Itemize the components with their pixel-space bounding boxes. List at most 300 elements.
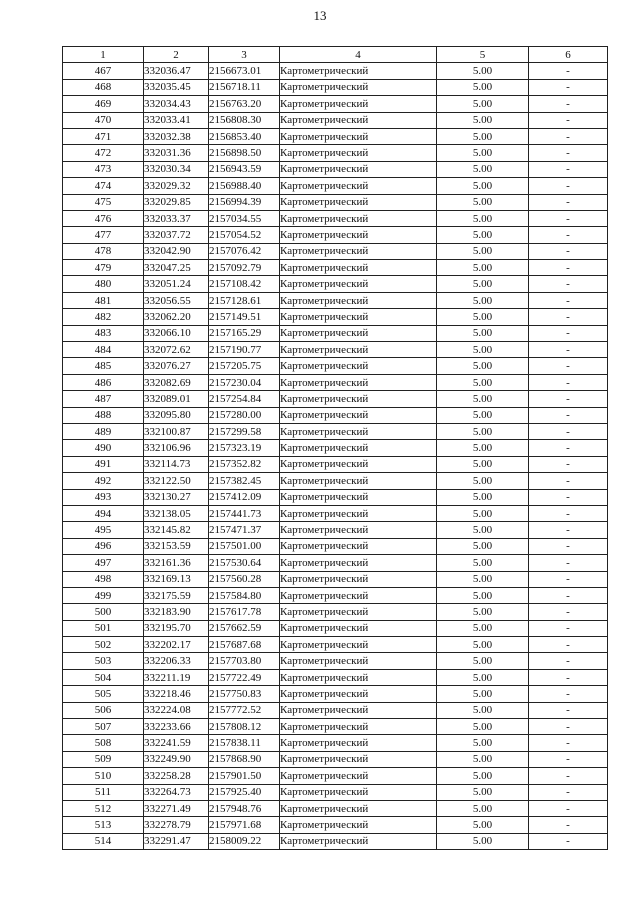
accuracy-cell: 5.00 [437,637,529,653]
method-cell: Картометрический [280,833,437,849]
y-coordinate-cell: 2156988.40 [209,178,280,194]
note-cell: - [529,555,608,571]
y-coordinate-cell: 2157254.84 [209,391,280,407]
accuracy-cell: 5.00 [437,604,529,620]
y-coordinate-cell: 2157108.42 [209,276,280,292]
x-coordinate-cell: 332100.87 [144,423,209,439]
note-cell: - [529,161,608,177]
accuracy-cell: 5.00 [437,145,529,161]
accuracy-cell: 5.00 [437,522,529,538]
y-coordinate-cell: 2157165.29 [209,325,280,341]
table-row [63,358,608,374]
accuracy-cell: 5.00 [437,505,529,521]
y-coordinate-cell: 2157560.28 [209,571,280,587]
y-coordinate-cell: 2157205.75 [209,358,280,374]
accuracy-cell: 5.00 [437,260,529,276]
note-cell: - [529,653,608,669]
point-number-cell: 505 [63,686,144,702]
point-number-cell: 476 [63,210,144,226]
method-cell: Картометрический [280,374,437,390]
note-cell: - [529,128,608,144]
point-number-cell: 490 [63,440,144,456]
y-coordinate-cell: 2157441.73 [209,505,280,521]
x-coordinate-cell: 332051.24 [144,276,209,292]
x-coordinate-cell: 332206.33 [144,653,209,669]
x-coordinate-cell: 332029.32 [144,178,209,194]
method-cell: Картометрический [280,440,437,456]
x-coordinate-cell: 332076.27 [144,358,209,374]
table-row [63,63,608,79]
point-number-cell: 478 [63,243,144,259]
accuracy-cell: 5.00 [437,768,529,784]
point-number-cell: 473 [63,161,144,177]
table-row [63,243,608,259]
y-coordinate-cell: 2157471.37 [209,522,280,538]
note-cell: - [529,292,608,308]
x-coordinate-cell: 332106.96 [144,440,209,456]
x-coordinate-cell: 332224.08 [144,702,209,718]
y-coordinate-cell: 2157722.49 [209,669,280,685]
accuracy-cell: 5.00 [437,342,529,358]
point-number-cell: 488 [63,407,144,423]
accuracy-cell: 5.00 [437,391,529,407]
accuracy-cell: 5.00 [437,784,529,800]
accuracy-cell: 5.00 [437,440,529,456]
method-cell: Картометрический [280,227,437,243]
accuracy-cell: 5.00 [437,112,529,128]
point-number-cell: 470 [63,112,144,128]
accuracy-cell: 5.00 [437,358,529,374]
point-number-cell: 514 [63,833,144,849]
method-cell: Картометрический [280,702,437,718]
point-number-cell: 467 [63,63,144,79]
table-row [63,309,608,325]
y-coordinate-cell: 2157703.80 [209,653,280,669]
table-row [63,686,608,702]
method-cell: Картометрический [280,751,437,767]
accuracy-cell: 5.00 [437,63,529,79]
y-coordinate-cell: 2157925.40 [209,784,280,800]
note-cell: - [529,620,608,636]
method-cell: Картометрический [280,555,437,571]
x-coordinate-cell: 332211.19 [144,669,209,685]
point-number-cell: 487 [63,391,144,407]
table-row [63,407,608,423]
note-cell: - [529,637,608,653]
method-cell: Картометрический [280,63,437,79]
table-row [63,833,608,849]
table-row [63,161,608,177]
table-row [63,325,608,341]
accuracy-cell: 5.00 [437,276,529,292]
accuracy-cell: 5.00 [437,686,529,702]
note-cell: - [529,768,608,784]
accuracy-cell: 5.00 [437,96,529,112]
accuracy-cell: 5.00 [437,374,529,390]
note-cell: - [529,358,608,374]
table-row [63,178,608,194]
table-row [63,489,608,505]
y-coordinate-cell: 2156898.50 [209,145,280,161]
x-coordinate-cell: 332271.49 [144,800,209,816]
point-number-cell: 506 [63,702,144,718]
x-coordinate-cell: 332122.50 [144,473,209,489]
y-coordinate-cell: 2157948.76 [209,800,280,816]
x-coordinate-cell: 332056.55 [144,292,209,308]
x-coordinate-cell: 332183.90 [144,604,209,620]
x-coordinate-cell: 332030.34 [144,161,209,177]
method-cell: Картометрический [280,112,437,128]
note-cell: - [529,342,608,358]
table-row [63,112,608,128]
method-cell: Картометрический [280,784,437,800]
x-coordinate-cell: 332202.17 [144,637,209,653]
method-cell: Картометрический [280,505,437,521]
point-number-cell: 474 [63,178,144,194]
table-row [63,735,608,751]
coordinates-table [62,46,608,850]
page-number: 13 [313,8,327,23]
accuracy-cell: 5.00 [437,669,529,685]
accuracy-cell: 5.00 [437,423,529,439]
accuracy-cell: 5.00 [437,456,529,472]
point-number-cell: 495 [63,522,144,538]
x-coordinate-cell: 332161.36 [144,555,209,571]
y-coordinate-cell: 2157617.78 [209,604,280,620]
table-row [63,751,608,767]
y-coordinate-cell: 2157092.79 [209,260,280,276]
method-cell: Картометрический [280,292,437,308]
column-header: 2 [144,47,209,63]
point-number-cell: 480 [63,276,144,292]
table-row [63,473,608,489]
point-number-cell: 501 [63,620,144,636]
x-coordinate-cell: 332145.82 [144,522,209,538]
note-cell: - [529,833,608,849]
table-row [63,604,608,620]
accuracy-cell: 5.00 [437,79,529,95]
accuracy-cell: 5.00 [437,489,529,505]
method-cell: Картометрический [280,309,437,325]
point-number-cell: 502 [63,637,144,653]
table-row [63,456,608,472]
note-cell: - [529,686,608,702]
note-cell: - [529,194,608,210]
table-row [63,719,608,735]
note-cell: - [529,423,608,439]
method-cell: Картометрический [280,637,437,653]
point-number-cell: 513 [63,817,144,833]
accuracy-cell: 5.00 [437,817,529,833]
table-row [63,374,608,390]
table-row [63,423,608,439]
accuracy-cell: 5.00 [437,178,529,194]
point-number-cell: 510 [63,768,144,784]
x-coordinate-cell: 332072.62 [144,342,209,358]
method-cell: Картометрический [280,538,437,554]
table-row [63,587,608,603]
accuracy-cell: 5.00 [437,473,529,489]
table-row [63,637,608,653]
method-cell: Картометрический [280,260,437,276]
y-coordinate-cell: 2157323.19 [209,440,280,456]
accuracy-cell: 5.00 [437,292,529,308]
method-cell: Картометрический [280,669,437,685]
accuracy-cell: 5.00 [437,751,529,767]
table-row [63,522,608,538]
y-coordinate-cell: 2156763.20 [209,96,280,112]
point-number-cell: 482 [63,309,144,325]
note-cell: - [529,260,608,276]
note-cell: - [529,604,608,620]
y-coordinate-cell: 2157662.59 [209,620,280,636]
accuracy-cell: 5.00 [437,538,529,554]
method-cell: Картометрический [280,128,437,144]
accuracy-cell: 5.00 [437,800,529,816]
table-row [63,817,608,833]
method-cell: Картометрический [280,391,437,407]
point-number-cell: 468 [63,79,144,95]
x-coordinate-cell: 332114.73 [144,456,209,472]
method-cell: Картометрический [280,587,437,603]
note-cell: - [529,702,608,718]
y-coordinate-cell: 2157076.42 [209,243,280,259]
accuracy-cell: 5.00 [437,702,529,718]
x-coordinate-cell: 332037.72 [144,227,209,243]
table-row [63,784,608,800]
method-cell: Картометрический [280,96,437,112]
method-cell: Картометрический [280,145,437,161]
note-cell: - [529,751,608,767]
method-cell: Картометрический [280,358,437,374]
table-row [63,440,608,456]
point-number-cell: 511 [63,784,144,800]
y-coordinate-cell: 2157868.90 [209,751,280,767]
x-coordinate-cell: 332169.13 [144,571,209,587]
note-cell: - [529,800,608,816]
table-row [63,555,608,571]
column-header: 4 [280,47,437,63]
accuracy-cell: 5.00 [437,653,529,669]
method-cell: Картометрический [280,161,437,177]
note-cell: - [529,784,608,800]
x-coordinate-cell: 332153.59 [144,538,209,554]
note-cell: - [529,243,608,259]
point-number-cell: 507 [63,719,144,735]
note-cell: - [529,112,608,128]
y-coordinate-cell: 2157971.68 [209,817,280,833]
point-number-cell: 469 [63,96,144,112]
note-cell: - [529,276,608,292]
note-cell: - [529,96,608,112]
x-coordinate-cell: 332095.80 [144,407,209,423]
x-coordinate-cell: 332036.47 [144,63,209,79]
point-number-cell: 500 [63,604,144,620]
method-cell: Картометрический [280,522,437,538]
x-coordinate-cell: 332033.41 [144,112,209,128]
table-row [63,276,608,292]
point-number-cell: 494 [63,505,144,521]
x-coordinate-cell: 332035.45 [144,79,209,95]
note-cell: - [529,178,608,194]
accuracy-cell: 5.00 [437,309,529,325]
note-cell: - [529,571,608,587]
accuracy-cell: 5.00 [437,194,529,210]
table-row [63,260,608,276]
y-coordinate-cell: 2157352.82 [209,456,280,472]
method-cell: Картометрический [280,620,437,636]
point-number-cell: 508 [63,735,144,751]
y-coordinate-cell: 2156943.59 [209,161,280,177]
point-number-cell: 477 [63,227,144,243]
y-coordinate-cell: 2157501.00 [209,538,280,554]
y-coordinate-cell: 2157128.61 [209,292,280,308]
y-coordinate-cell: 2158009.22 [209,833,280,849]
table-row [63,669,608,685]
table-row [63,227,608,243]
accuracy-cell: 5.00 [437,407,529,423]
y-coordinate-cell: 2157808.12 [209,719,280,735]
table-row [63,538,608,554]
note-cell: - [529,719,608,735]
accuracy-cell: 5.00 [437,243,529,259]
accuracy-cell: 5.00 [437,719,529,735]
x-coordinate-cell: 332029.85 [144,194,209,210]
y-coordinate-cell: 2157838.11 [209,735,280,751]
method-cell: Картометрический [280,407,437,423]
y-coordinate-cell: 2157584.80 [209,587,280,603]
note-cell: - [529,440,608,456]
y-coordinate-cell: 2156808.30 [209,112,280,128]
method-cell: Картометрический [280,456,437,472]
x-coordinate-cell: 332042.90 [144,243,209,259]
table-row [63,342,608,358]
method-cell: Картометрический [280,653,437,669]
y-coordinate-cell: 2157190.77 [209,342,280,358]
y-coordinate-cell: 2157280.00 [209,407,280,423]
point-number-cell: 503 [63,653,144,669]
table-row [63,768,608,784]
x-coordinate-cell: 332218.46 [144,686,209,702]
table-row [63,800,608,816]
table-row [63,653,608,669]
y-coordinate-cell: 2156673.01 [209,63,280,79]
y-coordinate-cell: 2157382.45 [209,473,280,489]
method-cell: Картометрический [280,473,437,489]
accuracy-cell: 5.00 [437,571,529,587]
y-coordinate-cell: 2156994.39 [209,194,280,210]
y-coordinate-cell: 2157412.09 [209,489,280,505]
table-header-row [63,47,608,63]
table-row [63,79,608,95]
note-cell: - [529,522,608,538]
method-cell: Картометрический [280,800,437,816]
note-cell: - [529,227,608,243]
y-coordinate-cell: 2157034.55 [209,210,280,226]
method-cell: Картометрический [280,178,437,194]
point-number-cell: 485 [63,358,144,374]
accuracy-cell: 5.00 [437,587,529,603]
accuracy-cell: 5.00 [437,555,529,571]
column-header: 6 [529,47,608,63]
x-coordinate-cell: 332089.01 [144,391,209,407]
table-row [63,391,608,407]
method-cell: Картометрический [280,571,437,587]
y-coordinate-cell: 2156718.11 [209,79,280,95]
point-number-cell: 479 [63,260,144,276]
method-cell: Картометрический [280,423,437,439]
table-row [63,505,608,521]
point-number-cell: 486 [63,374,144,390]
accuracy-cell: 5.00 [437,833,529,849]
x-coordinate-cell: 332062.20 [144,309,209,325]
note-cell: - [529,325,608,341]
x-coordinate-cell: 332195.70 [144,620,209,636]
table-row [63,210,608,226]
x-coordinate-cell: 332241.59 [144,735,209,751]
method-cell: Картометрический [280,768,437,784]
y-coordinate-cell: 2157054.52 [209,227,280,243]
method-cell: Картометрический [280,342,437,358]
method-cell: Картометрический [280,210,437,226]
method-cell: Картометрический [280,735,437,751]
method-cell: Картометрический [280,719,437,735]
point-number-cell: 509 [63,751,144,767]
y-coordinate-cell: 2157299.58 [209,423,280,439]
point-number-cell: 504 [63,669,144,685]
point-number-cell: 491 [63,456,144,472]
table-row [63,145,608,161]
table-row [63,96,608,112]
table-row [63,194,608,210]
point-number-cell: 472 [63,145,144,161]
note-cell: - [529,538,608,554]
note-cell: - [529,391,608,407]
point-number-cell: 483 [63,325,144,341]
table-row [63,620,608,636]
method-cell: Картометрический [280,243,437,259]
note-cell: - [529,63,608,79]
table-row [63,702,608,718]
table-row [63,571,608,587]
y-coordinate-cell: 2157230.04 [209,374,280,390]
accuracy-cell: 5.00 [437,325,529,341]
accuracy-cell: 5.00 [437,161,529,177]
x-coordinate-cell: 332278.79 [144,817,209,833]
x-coordinate-cell: 332249.90 [144,751,209,767]
x-coordinate-cell: 332033.37 [144,210,209,226]
point-number-cell: 481 [63,292,144,308]
table-body [63,63,608,850]
x-coordinate-cell: 332082.69 [144,374,209,390]
x-coordinate-cell: 332032.38 [144,128,209,144]
point-number-cell: 484 [63,342,144,358]
note-cell: - [529,407,608,423]
method-cell: Картометрический [280,79,437,95]
note-cell: - [529,456,608,472]
accuracy-cell: 5.00 [437,210,529,226]
note-cell: - [529,669,608,685]
note-cell: - [529,309,608,325]
column-header: 5 [437,47,529,63]
table-row [63,292,608,308]
point-number-cell: 492 [63,473,144,489]
note-cell: - [529,817,608,833]
point-number-cell: 489 [63,423,144,439]
method-cell: Картометрический [280,686,437,702]
method-cell: Картометрический [280,817,437,833]
note-cell: - [529,505,608,521]
